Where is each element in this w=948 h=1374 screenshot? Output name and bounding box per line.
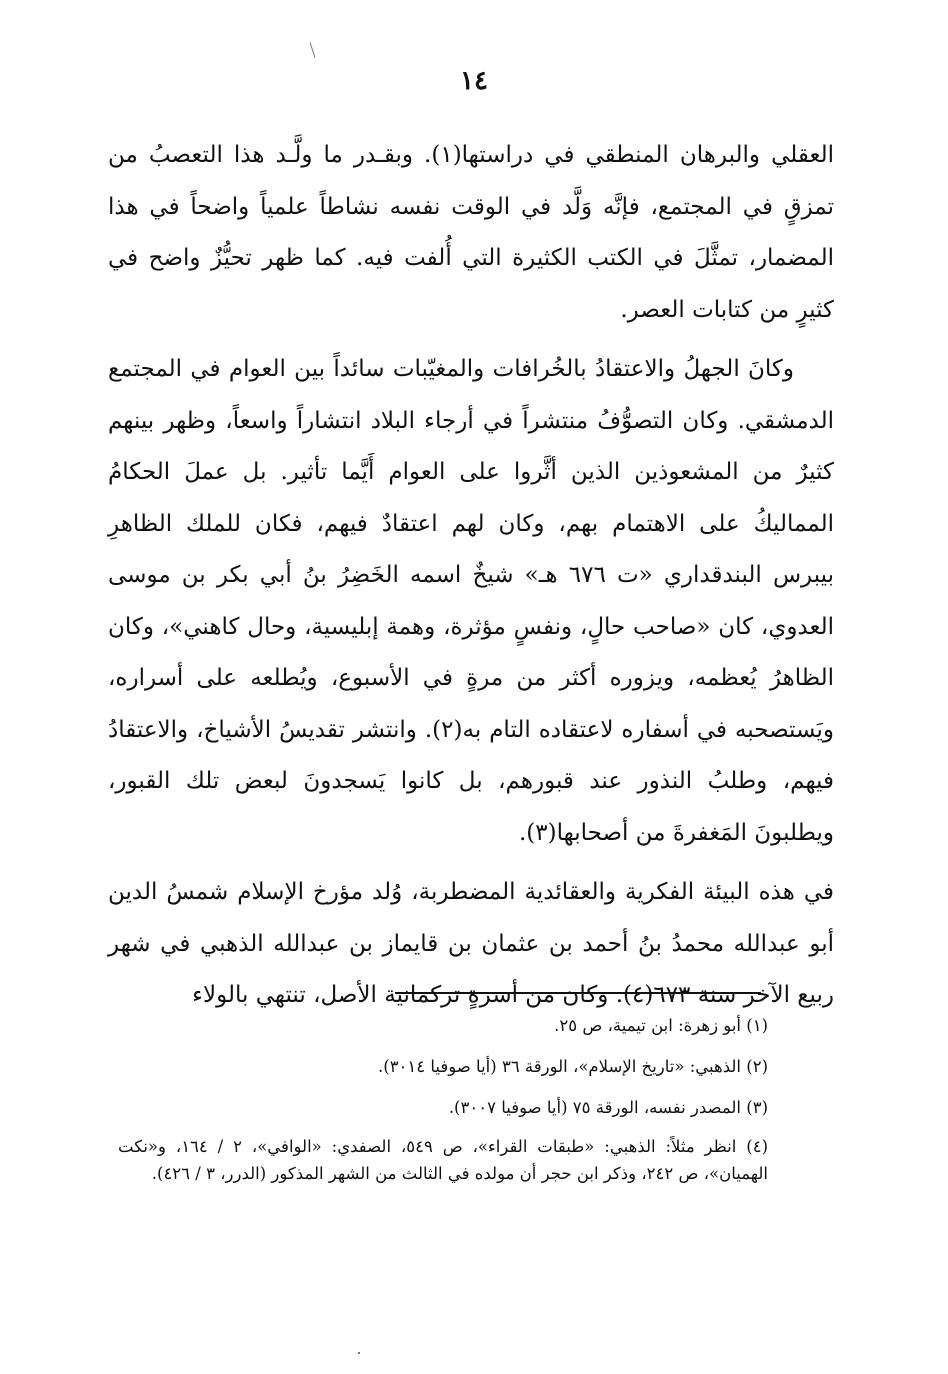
footnote: (١) أبو زهرة: ابن تيمية، ص ٢٥. [554,1016,768,1035]
page-number: ١٤ [460,66,488,96]
footnote-divider [395,992,761,994]
scan-speck [310,42,316,58]
footnote: (٤) انظر مثلاً: الذهبي: «طبقات القراء»، ص ٥٤٩، الصفدي: «الوافي»، ٢ / ١٦٤، و«نكت الهميان»، ص ٢٤٢، وذكر ابن حجر أن مولده في الثالث من الشهر المذكور (الدرر، ٣ / ٤٢٦). [118,1137,768,1183]
paragraph: العقلي والبرهان المنطقي في دراستها(١). وبقـدر ما ولَّـد هذا التعصبُ من تمزقٍ في المجتمع، فإنَّه وَلَّد في الوقت نفسه نشاطاً علمياً واضحاً في هذا المضمار، تمثَّلَ في الكتب الكثيرة التي أُلفت فيه. كما ظهر تحيُّزٌ واضح في كثيرٍ من كتابات العصر. [108,142,834,323]
paragraph: وكانَ الجهلُ والاعتقادُ بالخُرافات والمغيّبات سائداً بين العوام في المجتمع الدمشقي. وكان التصوُّفُ منتشراً في أرجاء البلاد انتشاراً واسعاً، وظهر بينهم كثيرٌ من المشعوذين الذين أثَّروا على العوام أَيَّما تأثير. بل عملَ الحكامُ المماليكُ على الاهتمام بهم، وكان لهم اعتقادٌ فيهم، فكان للملك الظاهرِ بيبرس البندقداري «ت ٦٧٦ هـ» شيخٌ اسمه الخَضِرُ بنُ أبي بكر بن موسى العدوي، كان «صاحب حالٍ، ونفسٍ مؤثرة، وهمة إبليسية، وحال كاهني»، وكان الظاهرُ يُعظمه، ويزوره أكثر من مرةٍ في الأسبوع، ويُطلعه على أسراره، ويَستصحبه في أسفاره لاعتقاده التام به(٢). وانتشر تقديسُ الأشياخ، والاعتقادُ فيهم، وطلبُ النذور عند قبورهم، بل كانوا يَسجدونَ لبعض تلك القبور، ويطلبونَ المَغفرةَ من أصحابها(٣). [108,356,834,846]
paragraph: في هذه البيئة الفكرية والعقائدية المضطربة، وُلد مؤرخ الإسلام شمسُ الدين أبو عبدالله محمدُ بنُ أحمد بن عثمان بن قايماز بن عبدالله الذهبي في شهر ربيع الآخر سنة ٦٧٣(٤). وكان من أسرةٍ تركمانية الأصل، تنتهي بالولاء [108,879,834,1008]
footnotes [118,1010,768,1196]
footnote: (٢) الذهبي: «تاريخ الإسلام»، الورقة ٣٦ (أيا صوفيا ٣٠١٤). [378,1057,768,1076]
main-text [108,130,834,1030]
scan-speck [358,1352,360,1354]
footnote: (٣) المصدر نفسه، الورقة ٧٥ (أيا صوفيا ٣٠٠٧). [448,1098,768,1117]
